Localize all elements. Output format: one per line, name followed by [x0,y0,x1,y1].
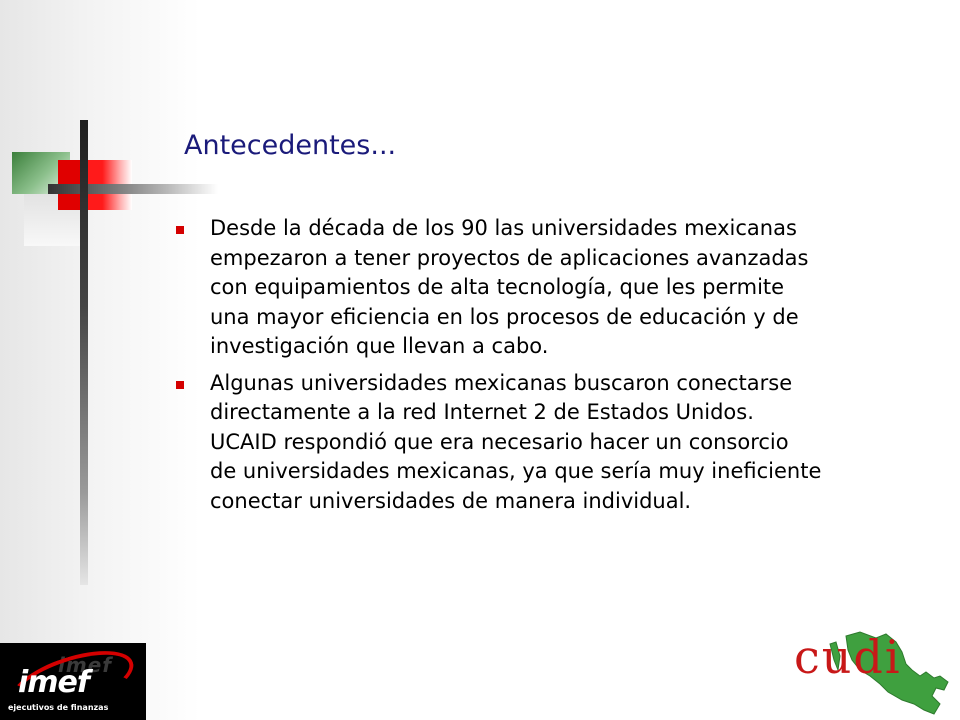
bullet-item [174,369,904,517]
bullet-line: conectar universidades de manera individual. [210,488,692,513]
imef-tagline: ejecutivos de finanzas [8,703,109,712]
bullet-line: Algunas universidades mexicanas buscaron conectarse [210,370,793,395]
imef-wordmark: imef [18,665,89,700]
bullet-line: investigación que llevan a cabo. [210,334,549,358]
bullet-line: UCAID respondió que era necesario hacer un consorcio [210,429,789,454]
cudi-logo [790,630,955,718]
imef-logo [0,643,146,720]
bullet-line: empezaron a tener proyectos de aplicaciones avanzadas [210,245,809,270]
square-bullet-icon [176,226,184,234]
bullet-line: directamente a la red Internet 2 de Estados Unidos. [210,400,754,424]
deco-vertical-bar [80,120,88,585]
imef-watermark: imef [58,653,112,677]
bullet-line: Desde la década de los 90 las universidades mexicanas [210,216,797,240]
bullet-line: de universidades mexicanas, ya que sería muy ineficiente [210,459,822,483]
bullet-item [174,214,904,362]
bullet-line: con equipamientos de alta tecnología, que les permite [210,275,785,299]
cudi-wordmark: cudi [794,630,902,684]
left-gradient-band [0,0,200,720]
deco-horizontal-bar [48,184,218,194]
bullet-line: una mayor eficiencia en los procesos de educación y de [210,304,799,329]
square-bullet-icon [176,381,184,389]
slide-title: Antecedentes... [184,130,397,161]
bullet-list [174,214,904,523]
